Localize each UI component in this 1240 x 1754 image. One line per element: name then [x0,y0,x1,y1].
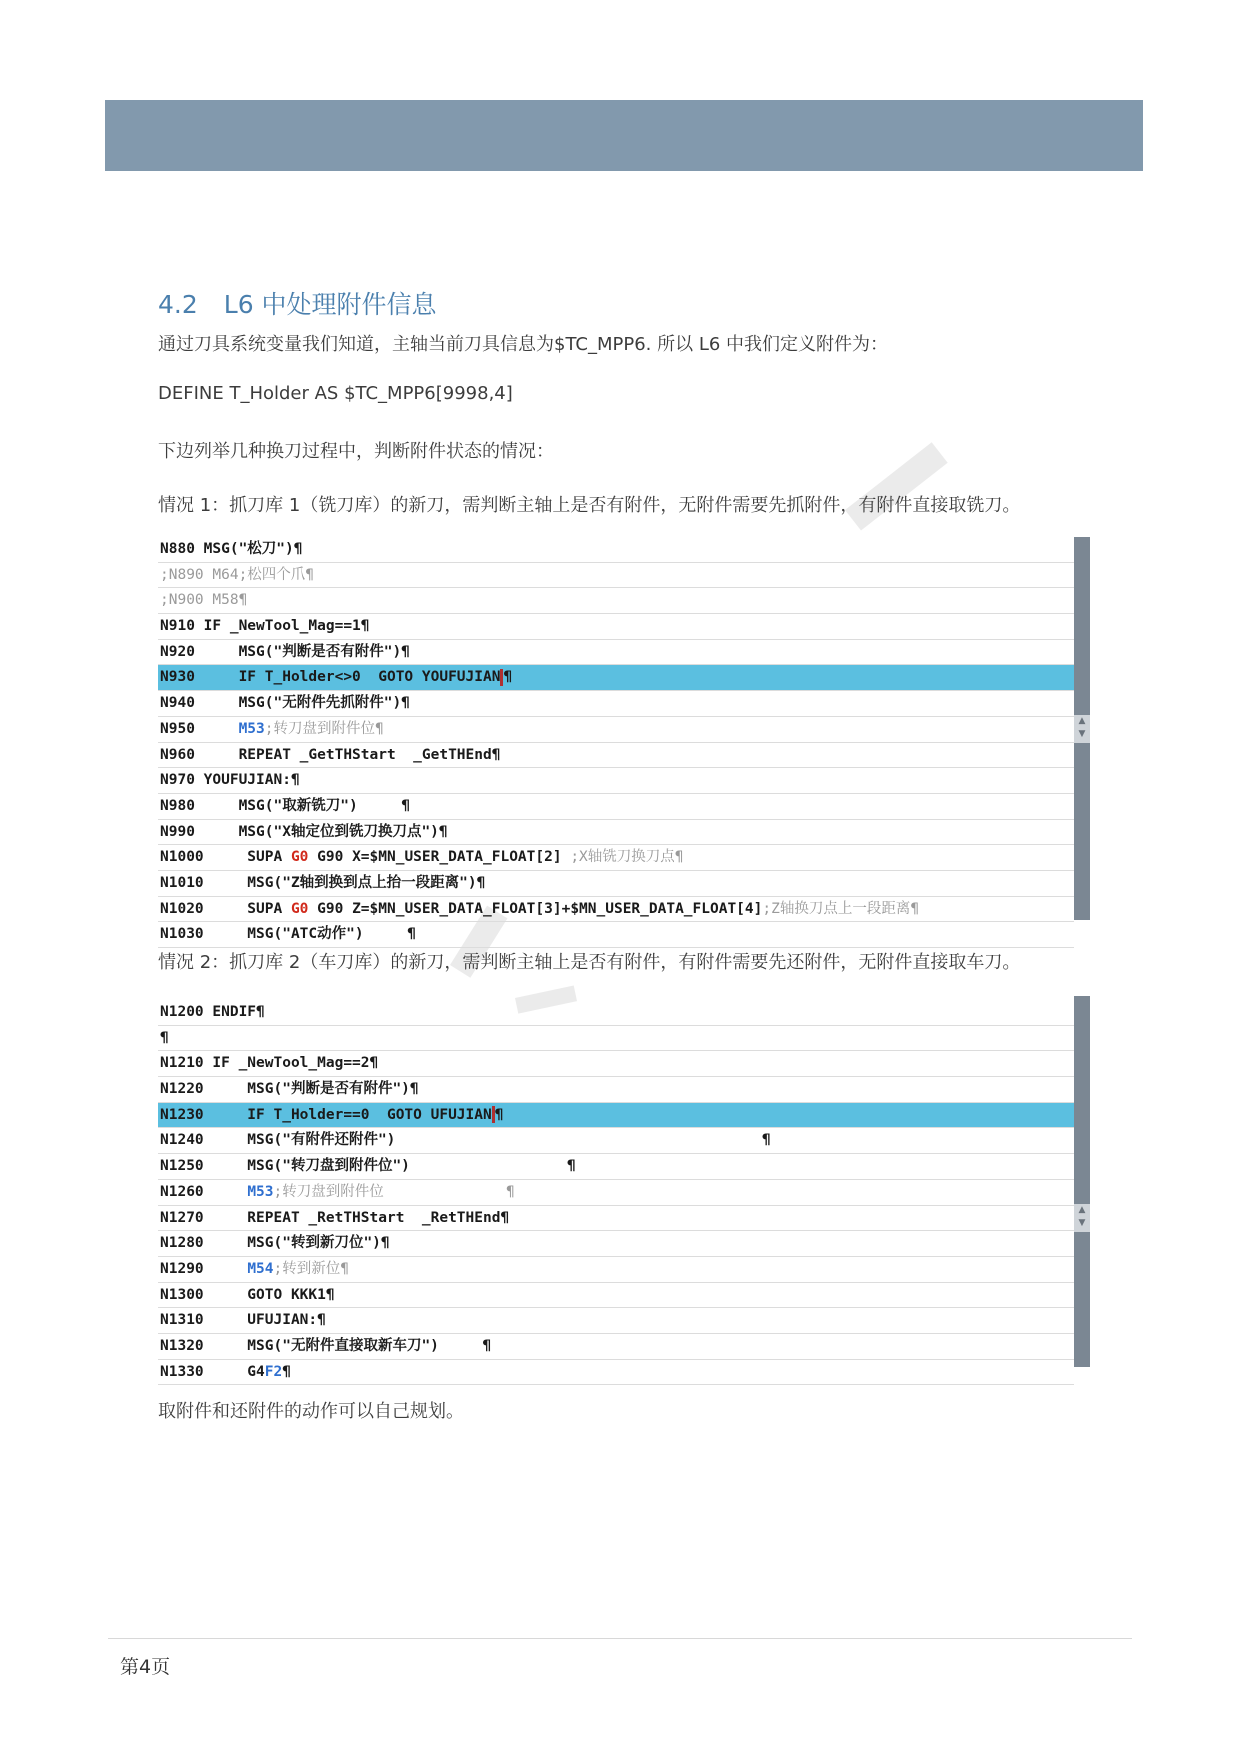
code-text: N940 MSG("无附件先抓附件")¶ [160,695,410,712]
pilcrow-mark: ¶ [282,1363,291,1380]
code-keyword: G0 [290,900,309,917]
code-comment: ;转刀盘到附件位¶ [264,720,384,737]
section-number: 4.2 [158,290,198,319]
code-line[interactable] [158,922,1074,948]
code-text: G90 Z=$MN_USER_DATA_FLOAT[3]+$MN_USER_DATA_FLOAT[4] [308,900,763,917]
header-band [105,100,1143,171]
code-line[interactable] [158,717,1074,743]
code-line[interactable] [158,563,1074,589]
case-1-paragraph: 情况 1：抓刀库 1（铣刀库）的新刀，需判断主轴上是否有附件，无附件需要先抓附件，有附件直接取铣刀。 [158,495,1021,516]
code-text: N1210 IF _NewTool_Mag==2¶ [160,1055,379,1072]
code-comment: ;X轴铣刀换刀点¶ [570,849,684,866]
code-line[interactable] [158,640,1074,666]
code-line[interactable] [158,1000,1074,1026]
code-text: N1270 REPEAT _RetTHStart _RetTHEnd¶ [160,1209,510,1226]
scrollbar[interactable] [1074,996,1090,1367]
code-line-highlighted[interactable] [158,665,1074,691]
code-line[interactable] [158,1077,1074,1103]
code-text: N880 MSG("松刀")¶ [160,541,303,557]
code-line[interactable] [158,691,1074,717]
code-line[interactable] [158,871,1074,897]
code-comment: ;Z轴换刀点上一段距离¶ [762,900,920,917]
code-text: N1020 SUPA [160,900,291,917]
intro-paragraph: 通过刀具系统变量我们知道，主轴当前刀具信息为$TC_MPP6. 所以 L6 中我们定义附件为： [158,334,889,355]
code-text: N1220 MSG("判断是否有附件")¶ [160,1081,419,1098]
code-line[interactable] [158,1180,1074,1206]
code-text: N930 IF T_Holder<>0 GOTO YOUFUJIAN [160,669,501,686]
code-text: N970 YOUFUJIAN:¶ [160,772,300,789]
code-line[interactable] [158,768,1074,794]
code-keyword: M53 [247,1183,274,1200]
code-text: N1000 SUPA [160,849,291,866]
code-text: N1320 MSG("无附件直接取新车刀") ¶ [160,1337,492,1354]
section-title: L6 中处理附件信息 [223,290,437,319]
watermark [845,442,948,530]
code-text: N1260 [160,1183,248,1200]
code-line[interactable] [158,1257,1074,1283]
code-keyword: M53 [238,720,265,737]
code-text: N1290 [160,1260,248,1277]
code-line[interactable] [158,1128,1074,1154]
code-block-1 [158,537,1090,943]
code-text: N910 IF _NewTool_Mag==1¶ [160,618,370,635]
code-text: N950 [160,720,239,737]
code-text: N960 REPEAT _GetTHStart _GetTHEnd¶ [160,746,501,763]
footer-rule [108,1638,1132,1639]
code-block-2 [158,996,1090,1380]
code-line[interactable] [158,1154,1074,1180]
code-comment: ;转刀盘到附件位 ¶ [273,1183,515,1200]
code-line[interactable] [158,845,1074,871]
code-text: ¶ [160,1029,169,1046]
code-text: N1250 MSG("转刀盘到附件位") ¶ [160,1158,576,1175]
code-text: N1230 IF T_Holder==0 GOTO UFUJIAN [160,1106,492,1123]
code-keyword: G0 [290,849,309,866]
code-line[interactable] [158,1026,1074,1052]
code-text: N1030 MSG("ATC动作") ¶ [160,926,416,943]
case-2-paragraph: 情况 2：抓刀库 2（车刀库）的新刀，需判断主轴上是否有附件，有附件需要先还附件，无附件直接取车刀。 [158,952,1021,973]
code-text: N1280 MSG("转到新刀位")¶ [160,1235,390,1252]
code-text: G90 X=$MN_USER_DATA_FLOAT[2] [308,849,571,866]
code-keyword: M54 [247,1260,274,1277]
code-keyword: F2 [264,1363,283,1380]
page-number: 第4页 [120,1656,171,1678]
code-line[interactable] [158,537,1074,563]
code-text: N1010 MSG("Z轴到换到点上抬一段距离")¶ [160,874,486,891]
code-line[interactable] [158,614,1074,640]
code-text: N1200 ENDIF¶ [160,1004,265,1020]
code-text: N1240 MSG("有附件还附件") ¶ [160,1132,771,1149]
code-line[interactable] [158,1283,1074,1309]
code-line[interactable] [158,1334,1074,1360]
pilcrow-mark: ¶ [494,1106,504,1123]
scroll-arrows[interactable]: ▲ ▼ [1074,715,1090,743]
code-comment: ;N900 M58¶ [160,592,248,609]
code-text: N1330 G4 [160,1363,265,1380]
section-heading [158,285,437,321]
code-line[interactable] [158,820,1074,846]
code-line[interactable] [158,743,1074,769]
pilcrow-mark: ¶ [503,669,513,686]
code-comment: ;N890 M64;松四个爪¶ [160,566,315,583]
code-text: N990 MSG("X轴定位到铣刀换刀点")¶ [160,823,448,840]
list-intro-paragraph: 下边列举几种换刀过程中，判断附件状态的情况： [158,441,554,462]
code-text: N1300 GOTO KKK1¶ [160,1286,335,1303]
define-statement: DEFINE T_Holder AS $TC_MPP6[9998,4] [158,383,513,404]
code-line[interactable] [158,794,1074,820]
code-line[interactable] [158,588,1074,614]
scroll-arrows[interactable]: ▲ ▼ [1074,1204,1090,1232]
code-text: N920 MSG("判断是否有附件")¶ [160,643,410,660]
code-line[interactable] [158,1360,1074,1386]
code-comment: ;转到新位¶ [273,1260,349,1277]
code-line[interactable] [158,1231,1074,1257]
code-text: N1310 UFUJIAN:¶ [160,1312,326,1329]
code-line[interactable] [158,1308,1074,1334]
code-text: N980 MSG("取新铣刀") ¶ [160,797,411,814]
code-line[interactable] [158,1206,1074,1232]
closing-paragraph: 取附件和还附件的动作可以自己规划。 [158,1401,464,1422]
code-line[interactable] [158,897,1074,923]
code-line-highlighted[interactable] [158,1103,1074,1129]
code-line[interactable] [158,1051,1074,1077]
